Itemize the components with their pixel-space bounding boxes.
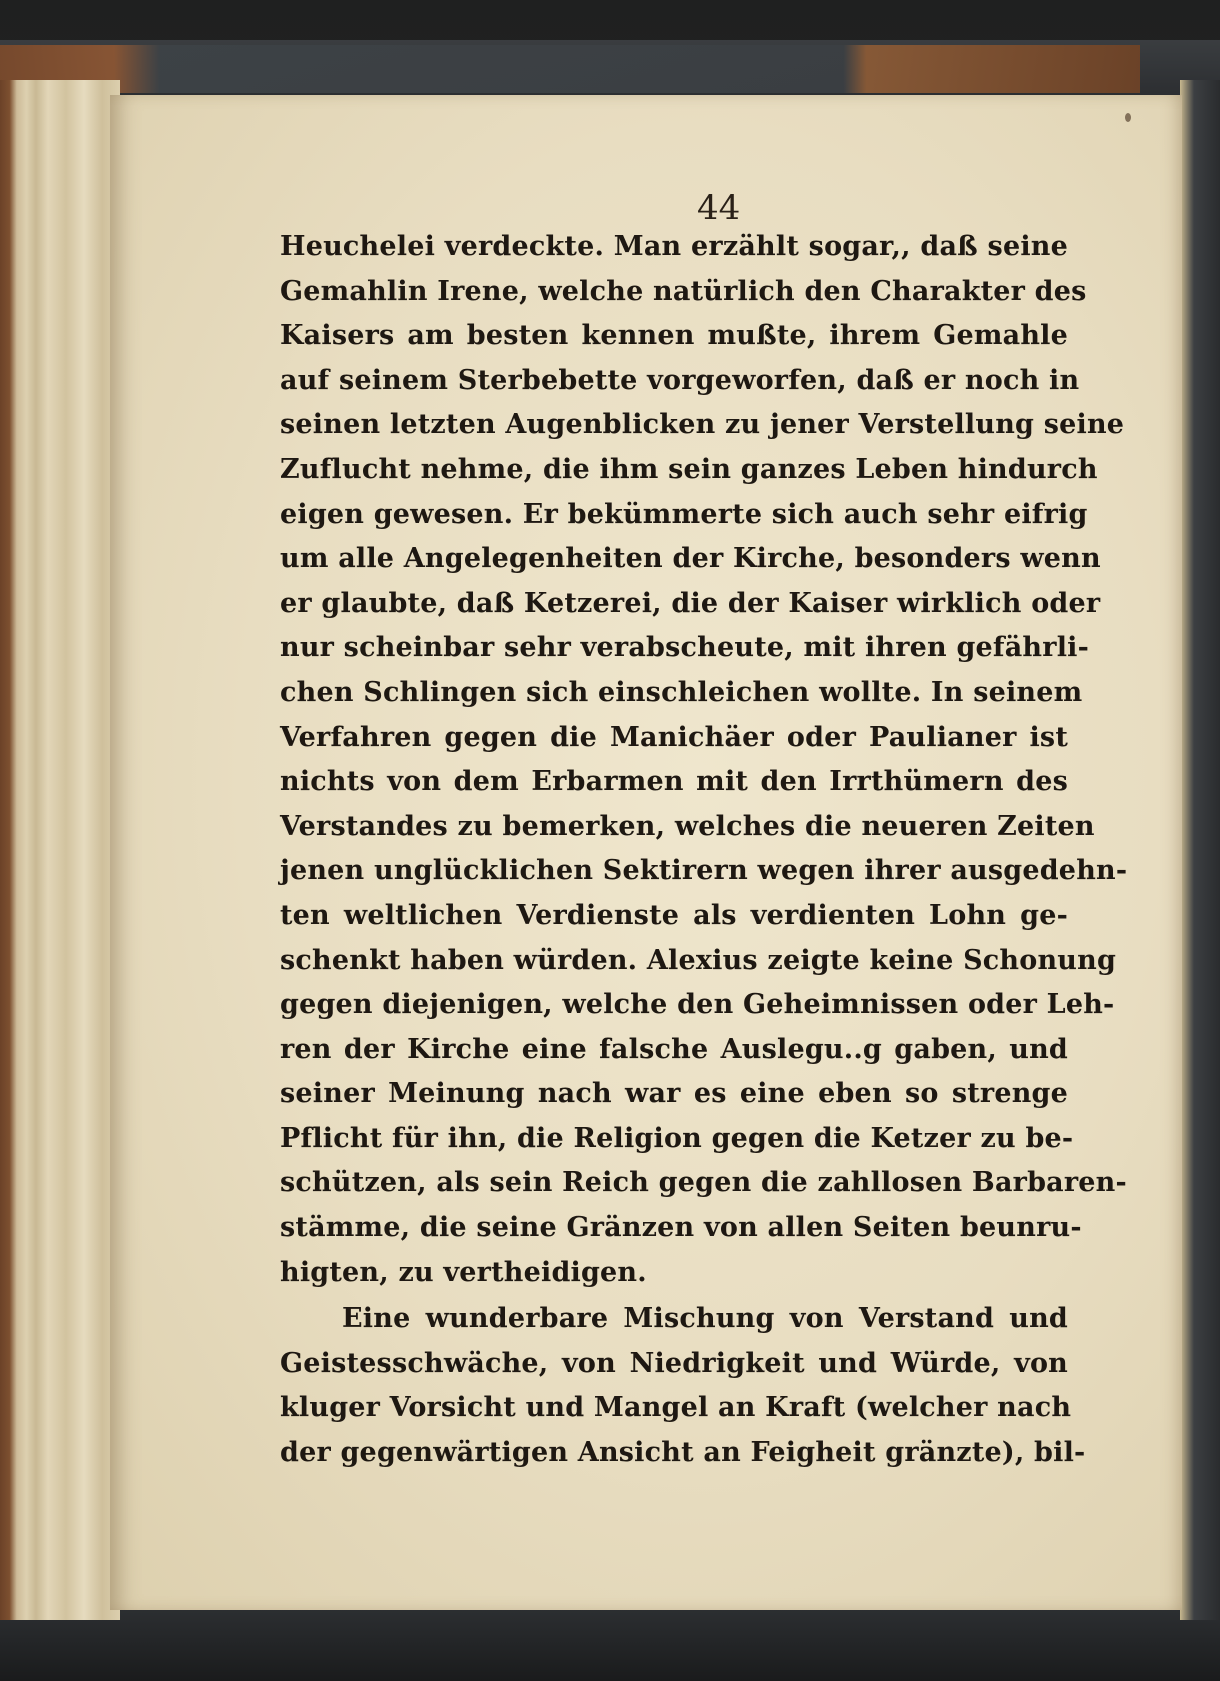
text-line: ten weltlichen Verdienste als verdienten Lohn ge- (280, 899, 1068, 931)
text-line: chen Schlingen sich einschleichen wollte. In seinem (280, 676, 1083, 708)
page-number: 44 (697, 188, 741, 228)
ink-smudge (1125, 113, 1131, 122)
text-line: kluger Vorsicht und Mangel an Kraft (welcher nach (280, 1392, 1072, 1424)
text-line: ren der Kirche eine falsche Auslegu..g gaben, und (280, 1033, 1068, 1065)
text-line: eigen gewesen. Er bekümmerte sich auch sehr eifrig (280, 498, 1088, 530)
text-line: nur scheinbar sehr verabscheute, mit ihren gefährli- (280, 632, 1090, 664)
text-line: gegen diejenigen, welche den Geheimnissen oder Leh- (280, 989, 1115, 1021)
text-line: Pflicht für ihn, die Religion gegen die Ketzer zu be- (280, 1122, 1074, 1154)
text-line: der gegenwärtigen Ansicht an Feigheit gränzte), bil- (280, 1437, 1086, 1469)
text-line-paragraph-end: higten, zu vertheidigen. (280, 1256, 647, 1288)
page-text (280, 225, 1128, 1476)
text-line: er glaubte, daß Ketzerei, die der Kaiser wirklich oder (280, 587, 1101, 619)
text-line: Gemahlin Irene, welche natürlich den Charakter des (280, 275, 1087, 307)
text-line: Geistesschwäche, von Niedrigkeit und Würde, von (280, 1347, 1068, 1379)
book-cover-band (0, 45, 1140, 93)
page-edges-left (0, 80, 120, 1620)
text-line: nichts von dem Erbarmen mit den Irrthümern des (280, 766, 1068, 798)
text-line: Heuchelei verdeckte. Man erzählt sogar,, daß seine (280, 231, 1068, 262)
text-line: seiner Meinung nach war es eine eben so strenge (280, 1078, 1068, 1110)
book-page (110, 95, 1182, 1610)
text-line: Kaisers am besten kennen mußte, ihrem Gemahle (280, 320, 1068, 352)
text-line: stämme, die seine Gränzen von allen Seiten beunru- (280, 1212, 1082, 1244)
book-cover-bottom (0, 1600, 1220, 1681)
text-line: schützen, als sein Reich gegen die zahllosen Barbaren- (280, 1167, 1127, 1199)
text-line-paragraph-start: Eine wunderbare Mischung von Verstand und (342, 1303, 1068, 1335)
text-line: seinen letzten Augenblicken zu jener Verstellung seine (280, 409, 1125, 441)
text-line: Verstandes zu bemerken, welches die neueren Zeiten (280, 810, 1095, 842)
text-line: Verfahren gegen die Manichäer oder Paulianer ist (280, 721, 1068, 753)
text-line: schenkt haben würden. Alexius zeigte keine Schonung (280, 944, 1117, 976)
text-line: Zuflucht nehme, die ihm sein ganzes Leben hindurch (280, 453, 1098, 485)
text-line: jenen unglücklichen Sektirern wegen ihrer ausgedehn- (280, 855, 1128, 887)
text-line: auf seinem Sterbebette vorgeworfen, daß er noch in (280, 364, 1080, 396)
page-edge-right (1180, 80, 1220, 1620)
text-line: um alle Angelegenheiten der Kirche, besonders wenn (280, 543, 1101, 575)
